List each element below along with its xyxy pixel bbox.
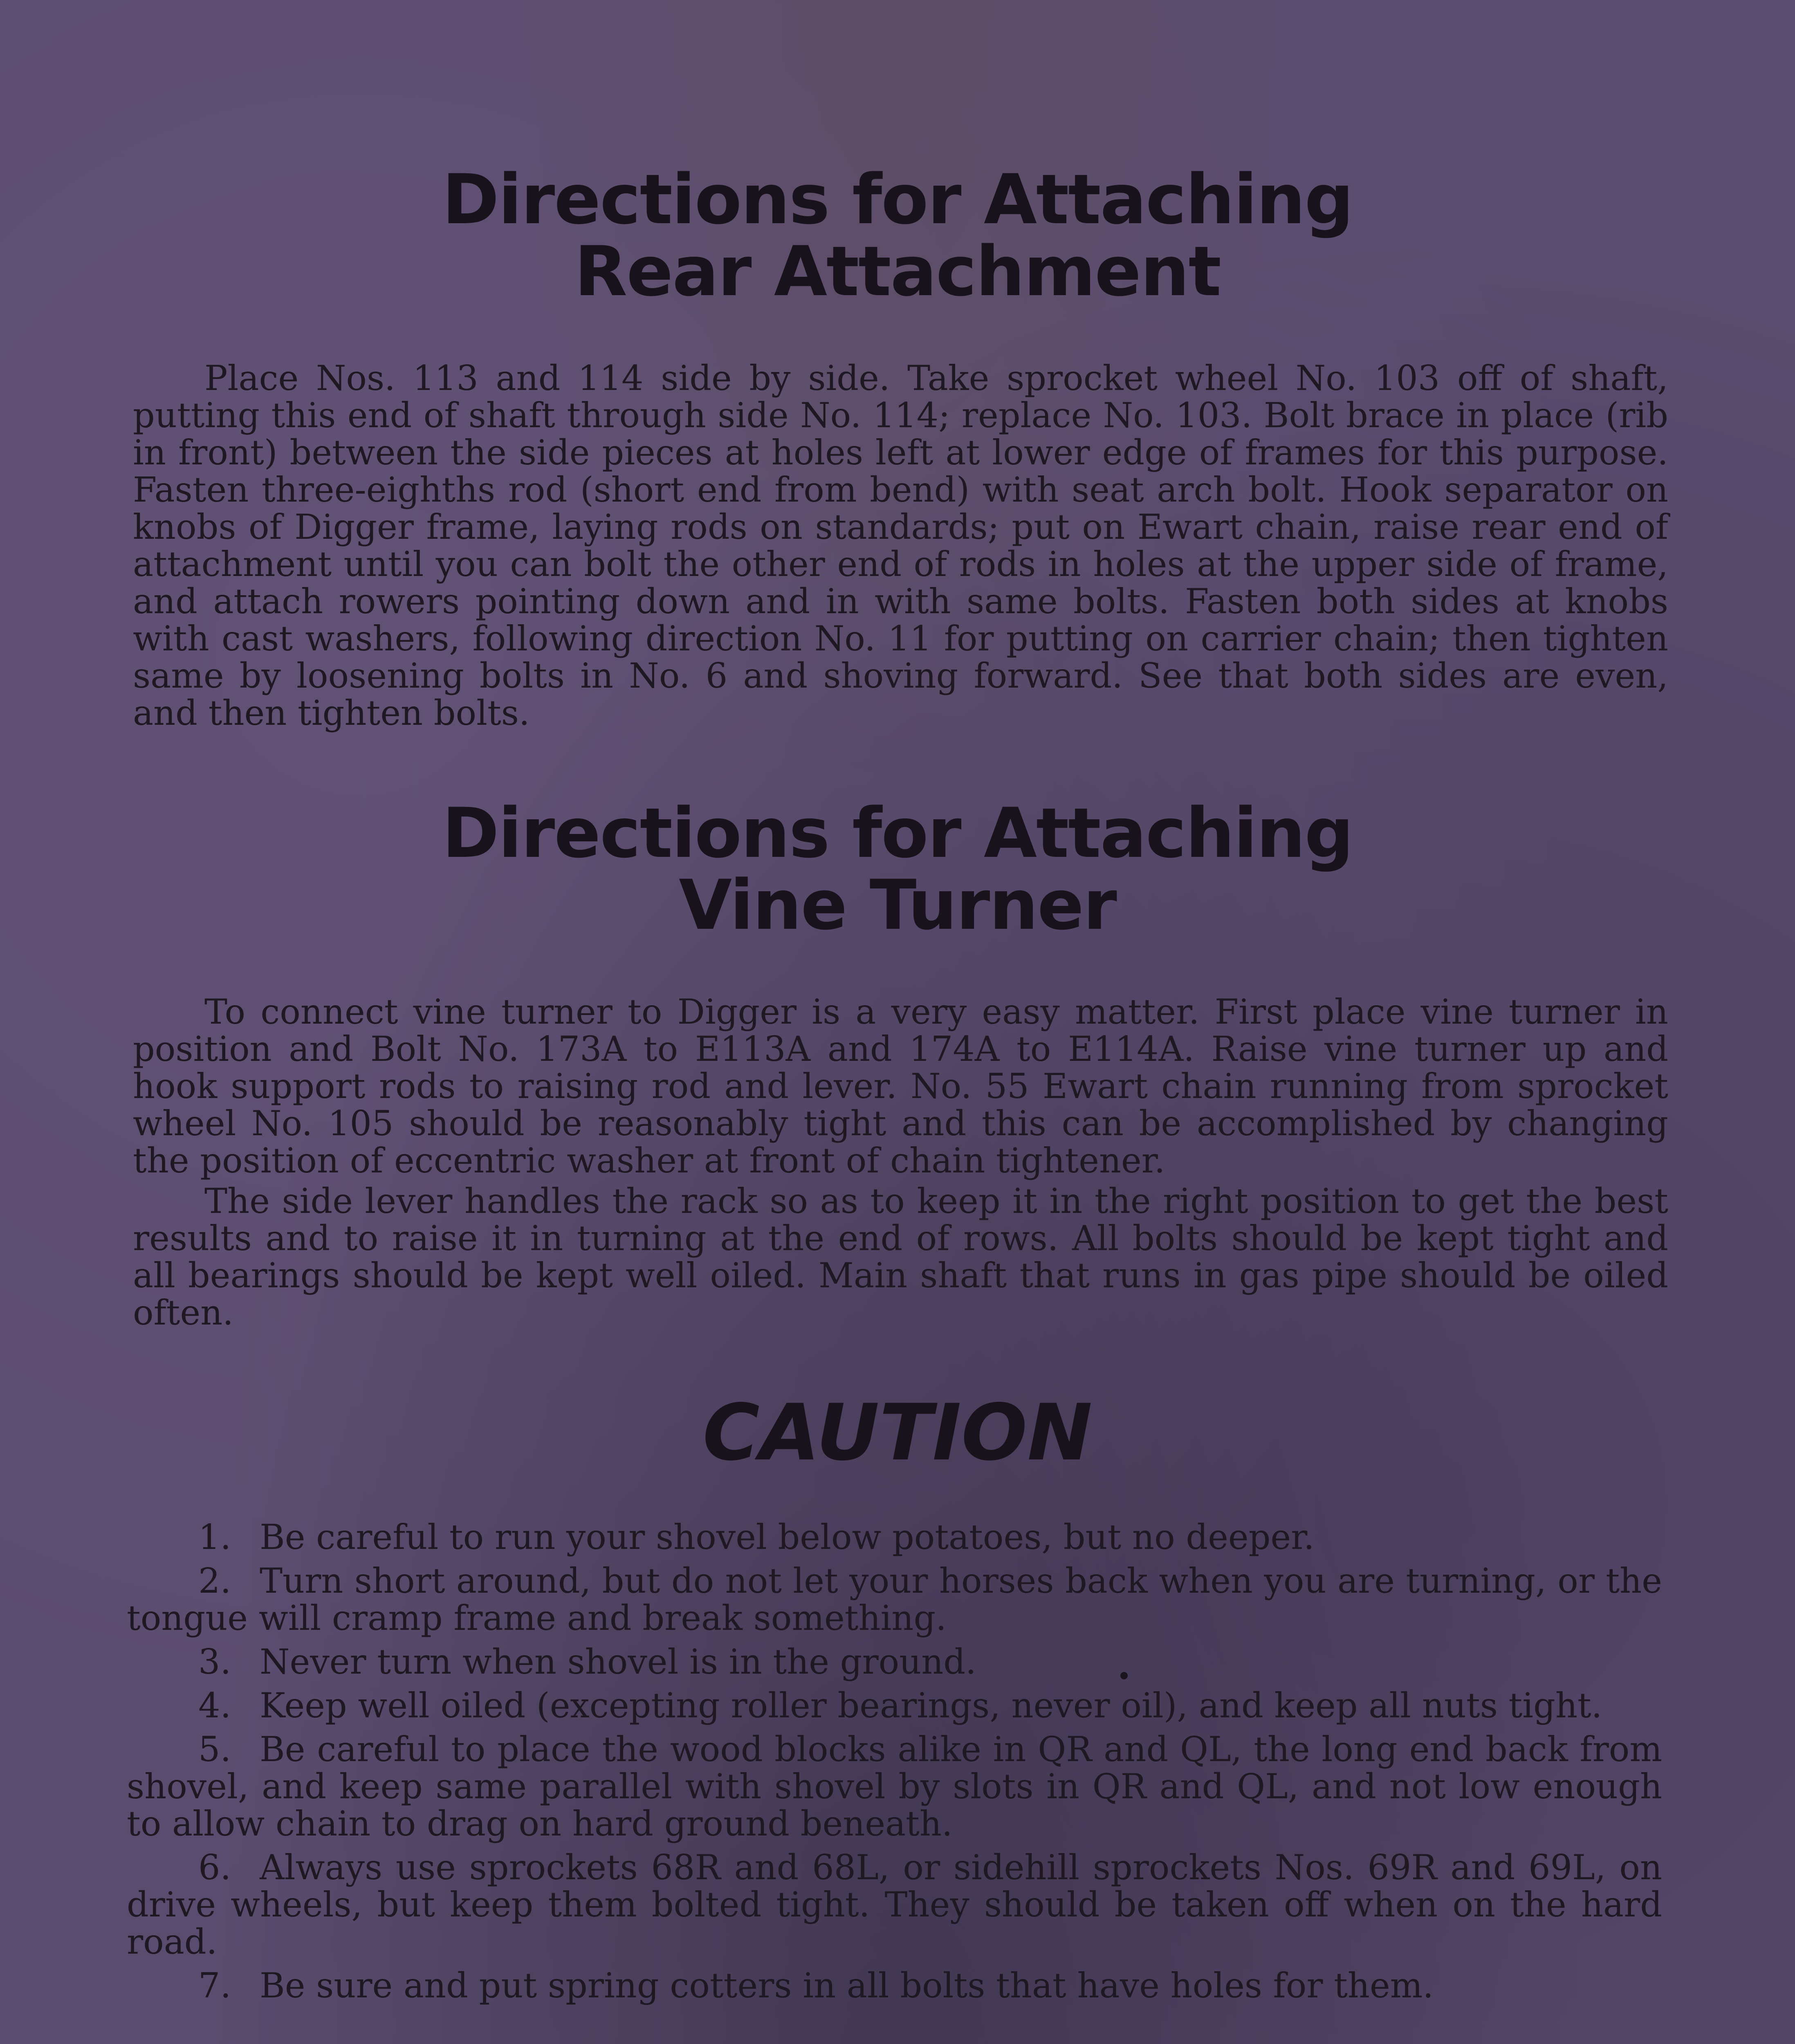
caution-item-6 (127, 1849, 1662, 1961)
rear-attachment-title (0, 159, 1795, 312)
caution-list (127, 1519, 1662, 2011)
caution-item-3 (127, 1643, 1662, 1681)
caution-item-text: Be careful to run your shovel below potatoes, but no deeper. (260, 1517, 1315, 1557)
vine-turner-paragraph-1: To connect vine turner to Digger is a very easy matter. First place vine turner in position and Bolt No. 173A to E113A and 174A to E114A. Raise vine turner up and hook support rods to raising rod and lever. No. 55 Ewart chain running from sprocket wheel No. 105 should be reasonably tight and this can be accomplished by changing the position of eccentric washer at front of chain tightener. (133, 992, 1668, 1181)
caution-item-text: Turn short around, but do not let your horses back when you are turning, or the tongue will cramp frame and break something. (127, 1561, 1662, 1638)
rear-attachment-title-line2: Rear Attachment (574, 231, 1221, 312)
caution-item-text: Always use sprockets 68R and 68L, or sidehill sprockets Nos. 69R and 69L, on drive wheels, but keep them bolted tight. They should be taken off when on the hard road. (127, 1847, 1662, 1962)
caution-item-number: 1. (198, 1517, 231, 1557)
caution-item-text: Keep well oiled (excepting roller bearings, never oil), and keep all nuts tight. (260, 1685, 1602, 1726)
vine-turner-title (0, 793, 1795, 945)
caution-item-1 (127, 1519, 1662, 1556)
vine-turner-title-line1: Directions for Attaching (442, 793, 1353, 873)
rear-attachment-paragraph: Place Nos. 113 and 114 side by side. Take sprocket wheel No. 103 off of shaft, putting this end of shaft through side No. 114; replace No. 103. Bolt brace in place (rib in front) between the side pieces at holes left at lower edge of frames for this purpose. Fasten three-eighths rod (short end from bend) with seat arch bolt. Hook separator on knobs of Digger frame, laying rods on standards; put on Ewart chain, raise rear end of attachment until you can bolt the other end of rods in holes at the upper side of frame, and attach rowers pointing down and in with same bolts. Fasten both sides at knobs with cast washers, following direction No. 11 for putting on carrier chain; then tighten same by loosening bolts in No. 6 and shoving forward. See that both sides are even, and then tighten bolts. (133, 358, 1668, 733)
vine-turner-title-line2: Vine Turner (679, 865, 1116, 945)
caution-item-number: 6. (198, 1847, 231, 1887)
caution-item-number: 5. (198, 1729, 231, 1769)
caution-item-text: Never turn when shovel is in the ground. (260, 1642, 976, 1682)
rear-attachment-body (133, 360, 1668, 735)
caution-item-4 (127, 1687, 1662, 1724)
caution-item-number: 7. (198, 1966, 231, 2006)
caution-item-number: 2. (198, 1561, 231, 1601)
caution-item-5 (127, 1731, 1662, 1842)
ink-speck (1120, 1672, 1128, 1679)
caution-item-number: 3. (198, 1642, 231, 1682)
caution-item-text: Be sure and put spring cotters in all bolts that have holes for them. (260, 1966, 1434, 2006)
rear-attachment-title-line1: Directions for Attaching (442, 159, 1353, 240)
vine-turner-body (133, 993, 1668, 1335)
caution-item-text: Be careful to place the wood blocks alike in QR and QL, the long end back from shovel, and keep same parallel with shovel by slots in QR and QL, and not low enough to allow chain to drag on hard ground beneath. (127, 1729, 1662, 1844)
caution-item-number: 4. (198, 1685, 231, 1726)
caution-item-2 (127, 1562, 1662, 1637)
caution-title: CAUTION (702, 1387, 1093, 1478)
caution-item-7 (127, 1967, 1662, 2004)
vine-turner-paragraph-2: The side lever handles the rack so as to keep it in the right position to get the best results and to raise it in turning at the end of rows. All bolts should be kept tight and all bearings should be kept well oiled. Main shaft that runs in gas pipe should be oiled often. (133, 1181, 1668, 1333)
